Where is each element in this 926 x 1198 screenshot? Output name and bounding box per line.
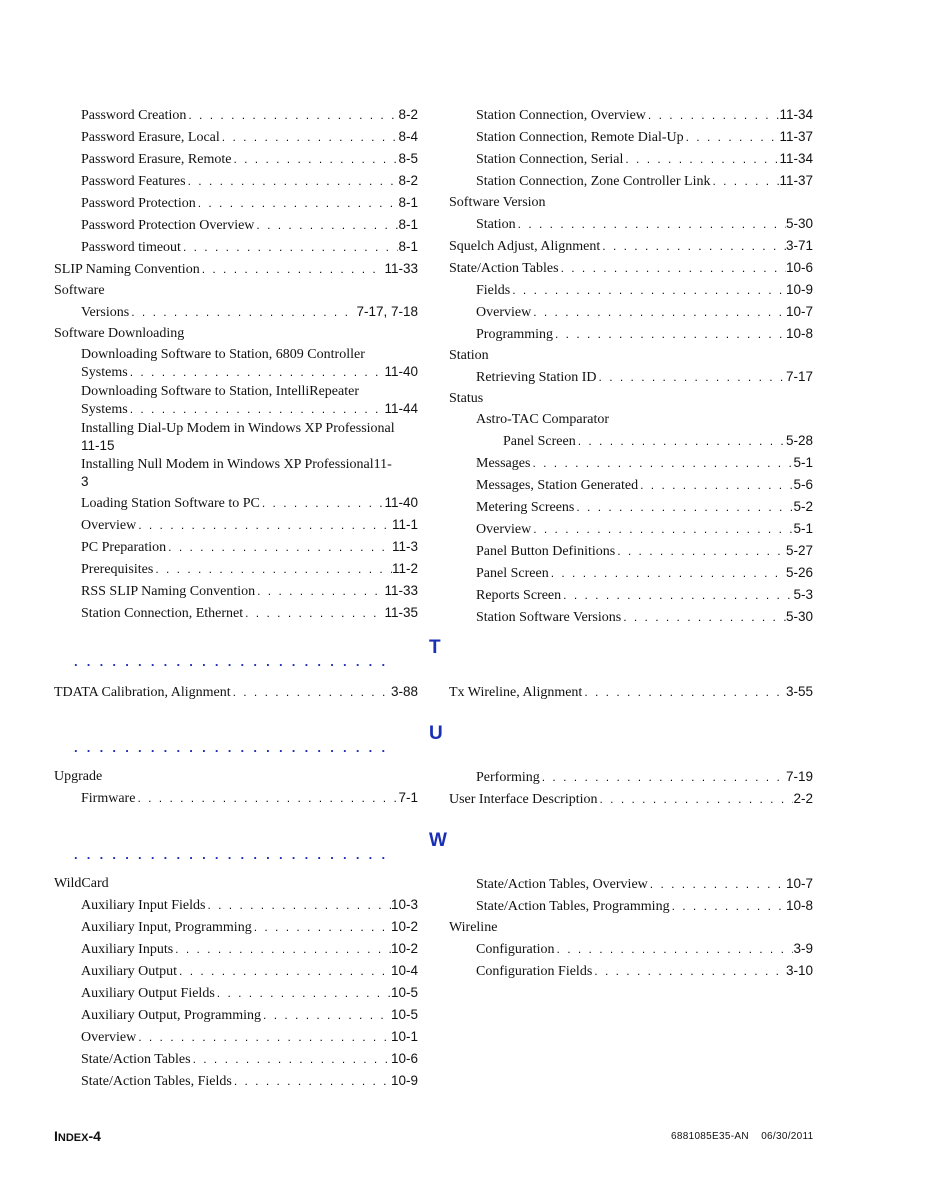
index-entry-page: 11-33 (384, 261, 418, 276)
leader-dots (260, 493, 385, 514)
index-entry-page: 8-1 (398, 195, 418, 210)
index-entry-page: 10-9 (785, 282, 813, 297)
leader-dots (166, 537, 392, 558)
leader-dots (232, 1071, 391, 1092)
leader-dots (638, 475, 793, 496)
index-entry-page: 10-6 (390, 1051, 418, 1066)
index-entry-title-line: Installing Dial-Up Modem in Windows XP Professional (81, 421, 395, 436)
index-entry (449, 606, 813, 628)
index-entry-page: 11-1 (391, 517, 418, 532)
index-entry-page: 8-2 (398, 173, 418, 188)
index-entry-page: 8-4 (398, 129, 418, 144)
index-entry-page: 11-35 (384, 605, 418, 620)
index-entry-title: Loading Station Software to PC (81, 496, 260, 511)
index-entry-title: State/Action Tables, Overview (476, 877, 648, 892)
index-heading: Wireline (449, 920, 498, 935)
index-entry (449, 562, 813, 584)
index-entry-title: Station Connection, Ethernet (81, 606, 244, 621)
index-entry (54, 346, 418, 381)
index-entry (54, 681, 418, 703)
index-entry (449, 584, 813, 606)
index-entry-page: 11-37 (779, 129, 813, 144)
index-entry-page: 10-5 (390, 985, 418, 1000)
index-entry (54, 236, 418, 258)
section-letter-u: U (429, 723, 443, 744)
index-entry-title: State/Action Tables (449, 261, 559, 276)
index-entry (449, 895, 813, 917)
index-entry-title: Auxiliary Input Fields (81, 898, 206, 913)
index-entry-title: Auxiliary Output (81, 964, 178, 979)
index-entry-title: Panel Screen (503, 434, 576, 449)
leader-dots (186, 105, 398, 126)
index-entry-title: State/Action Tables, Programming (476, 899, 670, 914)
footer-doc-info (671, 1131, 814, 1142)
index-entry-page: 3-71 (785, 238, 813, 253)
index-heading: WildCard (54, 876, 109, 891)
index-entry-title: Password timeout (81, 240, 181, 255)
index-column-right-s (449, 104, 813, 628)
index-entry (54, 894, 418, 916)
leader-dots (128, 401, 385, 418)
index-entry-page: 10-6 (785, 260, 813, 275)
index-heading: Software Downloading (54, 326, 185, 341)
leader-dots (220, 127, 399, 148)
leader-dots (136, 1027, 391, 1048)
index-entry-title: Panel Screen (476, 566, 549, 581)
leader-dots (531, 519, 793, 540)
index-entry (54, 258, 418, 280)
index-entry-page: 5-2 (793, 499, 813, 514)
index-entry-page: 11-15 (81, 438, 115, 453)
leader-dots (205, 895, 391, 916)
index-column-left-u (54, 766, 418, 809)
leader-dots (710, 171, 779, 192)
index-column-left-s (54, 104, 418, 624)
index-entry (54, 126, 418, 148)
index-entry (54, 938, 418, 960)
index-entry-page: 3 (81, 474, 89, 489)
index-entry-page: 10-3 (390, 897, 418, 912)
index-entry-page: 3-88 (390, 684, 418, 699)
index-heading: Status (449, 391, 484, 406)
index-entry-page: 11-34 (779, 107, 813, 122)
index-entry-title: Station Software Versions (476, 610, 622, 625)
index-entry-page: 5-26 (785, 565, 813, 580)
index-entry-title: SLIP Naming Convention (54, 262, 200, 277)
index-entry (54, 960, 418, 982)
index-entry-title: PC Preparation (81, 540, 167, 555)
index-entry (449, 213, 813, 235)
leader-dots (597, 367, 786, 388)
index-entry-page: 11-44 (384, 401, 418, 416)
index-entry-title: Messages, Station Generated (476, 478, 639, 493)
index-entry-title: Password Protection (81, 196, 196, 211)
footer-index-rest: NDEX (57, 1132, 89, 1144)
leader-dots (540, 767, 786, 788)
index-entry-title: Overview (81, 1030, 137, 1045)
index-entry-title: Squelch Adjust, Alignment (449, 239, 601, 254)
index-entry-title: Performing (476, 770, 540, 785)
leader-dots (623, 149, 779, 170)
section-divider-w: ......................... (74, 847, 395, 862)
index-entry-page: 3-55 (785, 684, 813, 699)
index-entry (54, 420, 418, 454)
index-entry-title: Retrieving Station ID (476, 370, 597, 385)
index-entry-page: 5-27 (785, 543, 813, 558)
leader-dots (243, 603, 384, 624)
footer-doc-number: 6881085E35-AN (671, 1131, 749, 1142)
index-entry-title: Programming (476, 327, 553, 342)
index-entry-page: 11-34 (779, 151, 813, 166)
index-entry (449, 148, 813, 170)
index-entry (449, 257, 813, 279)
index-entry-title: Station Connection, Zone Controller Link (476, 174, 711, 189)
leader-dots (553, 324, 786, 345)
leader-dots (173, 939, 391, 960)
index-entry (54, 787, 418, 809)
index-entry-title: Station (476, 217, 516, 232)
index-entry-title: Reports Screen (476, 588, 562, 603)
leader-dots (261, 1005, 391, 1026)
index-entry (54, 558, 418, 580)
index-entry (54, 301, 418, 323)
index-heading: Upgrade (54, 769, 103, 784)
index-entry (54, 214, 418, 236)
leader-dots (597, 789, 793, 810)
index-entry-continuation (81, 363, 418, 381)
leader-dots (136, 515, 392, 536)
index-entry-title: Metering Screens (476, 500, 575, 515)
index-entry-title: Firmware (81, 791, 136, 806)
leader-dots (215, 983, 391, 1004)
index-entry-title: Station Connection, Serial (476, 152, 624, 167)
footer-index-initial: I (54, 1128, 58, 1144)
index-entry (449, 104, 813, 126)
index-entry (54, 536, 418, 558)
index-entry-continuation (81, 400, 418, 418)
leader-dots (648, 874, 786, 895)
index-entry-page: 10-8 (785, 326, 813, 341)
index-entry (449, 279, 813, 301)
index-entry (54, 192, 418, 214)
index-entry (54, 492, 418, 514)
footer-date: 06/30/2011 (761, 1131, 814, 1142)
leader-dots (254, 215, 398, 236)
index-entry (54, 148, 418, 170)
leader-dots (684, 127, 780, 148)
index-entry-title: Versions (81, 305, 130, 320)
index-entry-title: Auxiliary Input, Programming (81, 920, 252, 935)
index-entry-page: 7-19 (785, 769, 813, 784)
leader-dots (561, 585, 793, 606)
index-entry-title: Password Features (81, 174, 186, 189)
leader-dots (516, 214, 786, 235)
index-entry-page: 5-30 (785, 609, 813, 624)
index-entry-page: 10-2 (390, 941, 418, 956)
index-entry-page: 10-7 (785, 876, 813, 891)
index-heading: Astro-TAC Comparator (476, 412, 610, 427)
index-heading: Software (54, 283, 105, 298)
index-heading: Software Version (449, 195, 546, 210)
leader-dots (252, 917, 391, 938)
index-entry (54, 1070, 418, 1092)
index-entry (449, 301, 813, 323)
index-entry-page: 11-33 (384, 583, 418, 598)
index-entry-title: State/Action Tables, Fields (81, 1074, 232, 1089)
index-entry-page: 8-5 (398, 151, 418, 166)
index-entry (54, 1048, 418, 1070)
index-entry-page: 2-2 (793, 791, 813, 806)
section-divider-u: ......................... (74, 740, 395, 755)
leader-dots (592, 961, 786, 982)
index-entry (54, 383, 418, 418)
index-entry (449, 873, 813, 895)
index-entry-title: Messages (476, 456, 531, 471)
index-entry (449, 540, 813, 562)
index-entry-page: 11-3 (391, 539, 418, 554)
leader-dots (531, 302, 786, 323)
index-entry (54, 982, 418, 1004)
index-entry-page: 7-17, 7-18 (356, 304, 418, 319)
index-column-right-u (449, 766, 813, 810)
index-entry-page: 11-40 (384, 495, 418, 510)
index-entry (54, 514, 418, 536)
leader-dots (582, 682, 786, 703)
index-entry-title-line: Downloading Software to Station, IntelliRepeater (81, 384, 359, 399)
leader-dots (549, 563, 786, 584)
leader-dots (186, 171, 399, 192)
index-entry-title: Auxiliary Output, Programming (81, 1008, 262, 1023)
index-entry-title: State/Action Tables (81, 1052, 191, 1067)
index-entry-page: 3-10 (785, 963, 813, 978)
index-entry (449, 235, 813, 257)
leader-dots (231, 682, 391, 703)
index-entry (449, 430, 813, 452)
index-entry-title: Auxiliary Output Fields (81, 986, 215, 1001)
index-column-right-t (449, 681, 813, 703)
index-entry-page: 10-2 (390, 919, 418, 934)
index-entry (54, 104, 418, 126)
section-letter-w: W (429, 830, 447, 851)
index-entry-title-line: Downloading Software to Station, 6809 Controller (81, 347, 365, 362)
index-entry-page: 11-40 (384, 364, 418, 379)
footer-page-number: -4 (88, 1128, 101, 1144)
index-entry-page: 5-6 (793, 477, 813, 492)
leader-dots (615, 541, 786, 562)
leader-dots (196, 193, 399, 214)
leader-dots (177, 961, 391, 982)
index-entry-title: Prerequisites (81, 562, 154, 577)
index-entry-page: 5-1 (793, 455, 813, 470)
index-entry-title: Station Connection, Overview (476, 108, 646, 123)
index-entry (449, 366, 813, 388)
leader-dots (670, 896, 786, 917)
index-column-left-w (54, 873, 418, 1092)
leader-dots (559, 258, 786, 279)
index-entry-title: Password Erasure, Remote (81, 152, 232, 167)
index-entry-title: TDATA Calibration, Alignment (54, 685, 231, 700)
index-entry-title: Overview (476, 522, 532, 537)
index-entry-title-line: Installing Null Modem in Windows XP Professional11- (81, 457, 392, 472)
index-entry (54, 170, 418, 192)
index-entry (54, 580, 418, 602)
index-entry-title: Panel Button Definitions (476, 544, 616, 559)
leader-dots (621, 607, 786, 628)
leader-dots (600, 236, 786, 257)
index-entry-page: 5-1 (793, 521, 813, 536)
index-entry-title: RSS SLIP Naming Convention (81, 584, 256, 599)
index-entry-page: 5-28 (785, 433, 813, 448)
index-entry (54, 602, 418, 624)
index-entry-title: Overview (81, 518, 137, 533)
index-entry-page: 10-7 (785, 304, 813, 319)
index-entry-page: 11-2 (391, 561, 418, 576)
leader-dots (135, 788, 398, 809)
index-entry-page: 5-3 (793, 587, 813, 602)
leader-dots (181, 237, 399, 258)
index-entry-page: 8-2 (398, 107, 418, 122)
index-entry-title: Password Creation (81, 108, 187, 123)
leader-dots (200, 259, 385, 280)
index-entry (449, 452, 813, 474)
index-entry-page: 5-30 (785, 216, 813, 231)
index-entry-title: Overview (476, 305, 532, 320)
index-entry (449, 766, 813, 788)
index-entry (54, 916, 418, 938)
index-heading: Station (449, 348, 489, 363)
index-entry (449, 126, 813, 148)
index-column-right-w (449, 873, 813, 982)
index-entry-page: 10-5 (390, 1007, 418, 1022)
index-entry-page: 10-4 (390, 963, 418, 978)
leader-dots (646, 105, 780, 126)
index-entry-title: Configuration Fields (476, 964, 593, 979)
index-entry-title: Tx Wireline, Alignment (449, 685, 583, 700)
section-divider-t: ......................... (74, 654, 395, 669)
index-entry-page: 10-1 (390, 1029, 418, 1044)
index-entry-title: Password Erasure, Local (81, 130, 220, 145)
leader-dots (530, 453, 793, 474)
leader-dots (510, 280, 786, 301)
leader-dots (129, 302, 356, 323)
index-entry-page: 8-1 (398, 217, 418, 232)
index-entry (449, 938, 813, 960)
leader-dots (255, 581, 384, 602)
index-entry-page: 8-1 (398, 239, 418, 254)
leader-dots (191, 1049, 391, 1070)
index-entry-title: Configuration (476, 942, 555, 957)
leader-dots (555, 939, 794, 960)
index-entry-title: Password Protection Overview (81, 218, 255, 233)
index-entry (449, 474, 813, 496)
leader-dots (153, 559, 392, 580)
leader-dots (574, 497, 793, 518)
index-entry (54, 456, 418, 490)
index-entry-title: Auxiliary Inputs (81, 942, 174, 957)
index-entry (449, 681, 813, 703)
index-entry (449, 788, 813, 810)
index-entry-page: 3-9 (793, 941, 813, 956)
index-entry-title: Systems (81, 365, 128, 380)
index-entry-page: 10-8 (785, 898, 813, 913)
index-entry (54, 1026, 418, 1048)
index-entry (449, 170, 813, 192)
index-entry-title: Systems (81, 402, 128, 417)
index-entry-page: 7-1 (398, 790, 418, 805)
index-entry-title: User Interface Description (449, 792, 598, 807)
index-entry (54, 1004, 418, 1026)
index-entry (449, 323, 813, 345)
footer-page-label (54, 1128, 101, 1144)
index-entry-title: Station Connection, Remote Dial-Up (476, 130, 684, 145)
index-entry (449, 960, 813, 982)
section-letter-t: T (429, 637, 441, 658)
leader-dots (231, 149, 398, 170)
index-column-left-t (54, 681, 418, 703)
index-entry (449, 496, 813, 518)
index-entry (449, 518, 813, 540)
index-entry-page: 7-17 (785, 369, 813, 384)
leader-dots (128, 364, 385, 381)
index-entry-page: 11-37 (779, 173, 813, 188)
index-entry-title: Fields (476, 283, 511, 298)
index-entry-page: 10-9 (390, 1073, 418, 1088)
leader-dots (576, 431, 786, 452)
